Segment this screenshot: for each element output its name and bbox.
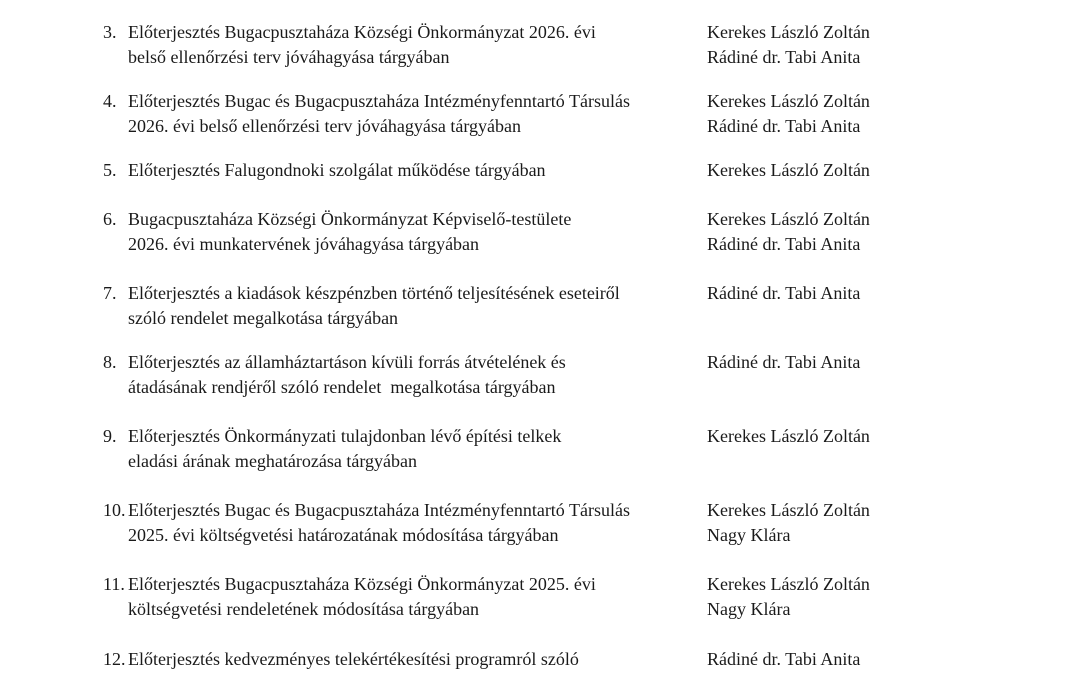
- presenter-name: Nagy Klára: [707, 524, 791, 545]
- presenter-name: Rádiné dr. Tabi Anita: [707, 283, 861, 303]
- item-title: [128, 207, 571, 256]
- presenter-name: Kerekes László Zoltán: [707, 160, 870, 180]
- item-title: [128, 20, 596, 69]
- item-title-line: 2026. évi belső ellenőrzési terv jóváhagyása tárgyában: [128, 115, 522, 136]
- item-title-line: Előterjesztés Bugac és Bugacpusztaháza Intézményfenntartó Társulás: [128, 500, 630, 520]
- presenter-name: Kerekes László Zoltán: [707, 22, 870, 42]
- item-title: [128, 498, 630, 547]
- item-title-line: Előterjesztés Bugacpusztaháza Községi Önkormányzat 2026. évi: [128, 22, 596, 42]
- presenter-name: Kerekes László Zoltán: [707, 426, 870, 446]
- presenter-name: Rádiné dr. Tabi Anita: [707, 233, 861, 254]
- item-number: 6.: [103, 209, 117, 229]
- item-title-line: Előterjesztés az államháztartáson kívüli forrás átvételének és: [128, 352, 566, 372]
- item-title-line: belső ellenőrzési terv jóváhagyása tárgyában: [128, 46, 450, 67]
- item-title: [128, 424, 561, 473]
- item-title-line: költségvetési rendeletének módosítása tárgyában: [128, 598, 480, 619]
- item-presenters: [707, 350, 860, 375]
- item-title-line: 2026. évi munkatervének jóváhagyása tárgyában: [128, 233, 480, 254]
- presenter-name: Rádiné dr. Tabi Anita: [707, 46, 861, 67]
- item-presenters: [707, 572, 870, 621]
- item-presenters: [707, 498, 870, 547]
- item-title-line: Bugacpusztaháza Községi Önkormányzat Képviselő-testülete: [128, 209, 572, 229]
- item-title-line: Előterjesztés a kiadások készpénzben történő teljesítésének eseteiről: [128, 283, 620, 303]
- item-number: 11.: [103, 574, 125, 594]
- item-title-line: 2025. évi költségvetési határozatának módosítása tárgyában: [128, 524, 559, 545]
- item-presenters: [707, 20, 870, 69]
- item-title-line: Előterjesztés Falugondnoki szolgálat működése tárgyában: [128, 160, 546, 180]
- item-presenters: [707, 281, 860, 306]
- item-title-line: szóló rendelet megalkotása tárgyában: [128, 307, 399, 328]
- item-title: [128, 158, 546, 183]
- item-title-line: átadásának rendjéről szóló rendelet megalkotása tárgyában: [128, 376, 556, 397]
- presenter-name: Rádiné dr. Tabi Anita: [707, 649, 861, 669]
- item-title: [128, 572, 596, 621]
- presenter-name: Rádiné dr. Tabi Anita: [707, 352, 861, 372]
- item-number: 9.: [103, 426, 117, 446]
- presenter-name: Kerekes László Zoltán: [707, 500, 870, 520]
- item-presenters: [707, 647, 860, 672]
- presenter-name: Kerekes László Zoltán: [707, 91, 870, 111]
- item-title: [128, 350, 566, 399]
- item-title-line: Előterjesztés Bugac és Bugacpusztaháza Intézményfenntartó Társulás: [128, 91, 630, 111]
- presenter-name: Kerekes László Zoltán: [707, 574, 870, 594]
- presenter-name: Rádiné dr. Tabi Anita: [707, 115, 861, 136]
- item-title-line: Előterjesztés kedvezményes telekértékesítési programról szóló: [128, 649, 579, 669]
- item-title-line: Előterjesztés Önkormányzati tulajdonban lévő építési telkek: [128, 426, 562, 446]
- item-presenters: [707, 158, 870, 183]
- item-title-line: Előterjesztés Bugacpusztaháza Községi Önkormányzat 2025. évi: [128, 574, 596, 594]
- item-presenters: [707, 207, 870, 256]
- item-title: [128, 89, 630, 138]
- item-number: 12.: [103, 649, 126, 669]
- item-presenters: [707, 424, 870, 449]
- item-number: 4.: [103, 91, 117, 111]
- item-number: 5.: [103, 160, 117, 180]
- presenter-name: Kerekes László Zoltán: [707, 209, 870, 229]
- item-title: [128, 647, 579, 672]
- item-number: 7.: [103, 283, 117, 303]
- item-number: 3.: [103, 22, 117, 42]
- item-title: [128, 281, 620, 330]
- item-presenters: [707, 89, 870, 138]
- item-number: 8.: [103, 352, 117, 372]
- item-number: 10.: [103, 500, 126, 520]
- presenter-name: Nagy Klára: [707, 598, 791, 619]
- item-title-line: eladási árának meghatározása tárgyában: [128, 450, 418, 471]
